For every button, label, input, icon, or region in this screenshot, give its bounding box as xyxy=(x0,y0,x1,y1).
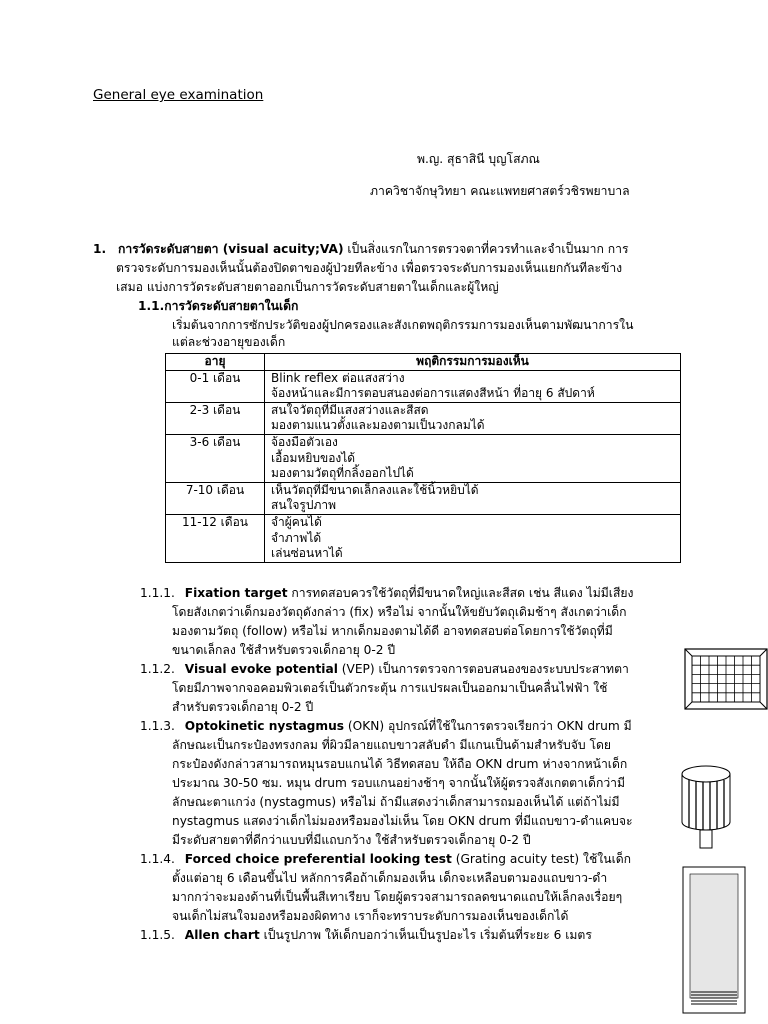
item-number: 1.1.3. xyxy=(140,719,175,733)
item-number: 1.1.2. xyxy=(140,662,175,676)
table-row xyxy=(166,514,681,562)
behavior-line: Blink reflex ต่อแสงสว่าง xyxy=(271,370,405,385)
item-1-1-1-line-4: ขนาดเล็กลง ใช้สำหรับตรวจเด็กอายุ 0-2 ปี xyxy=(172,643,396,657)
behavior-line: จ้องหน้าและมีการตอบสนองต่อการแสดงสีหน้า ที่อายุ 6 สัปดาห์ xyxy=(271,386,595,401)
item-text: การทดสอบควรใช้วัตถุที่มีขนาดใหญ่และสีสด เช่น สีแดง ไม่มีเสียง xyxy=(287,586,634,600)
section-1-number: 1. xyxy=(93,242,107,256)
item-1-1-4-line-3: มากกว่าจะมองด้านที่เป็นพื้นสีเทาเรียบ โดยผู้ตรวจสามารถลดขนาดแถบให้เล็กลงเรื่อยๆ xyxy=(172,890,623,904)
item-1-1-3-line-6: nystagmus แสดงว่าเด็กไม่มองหรือมองไม่เห็น โดย OKN drum ที่มีแถบขาว-ดำแคบจะ xyxy=(172,814,633,828)
table-cell-behavior xyxy=(265,514,681,562)
subsection-1-1-intro-2: แต่ละช่วงอายุของเด็ก xyxy=(172,335,286,349)
item-1-1-3-line-4: ประมาณ 30-50 ซม. หมุน drum รอบแกนอย่างช้าๆ จากนั้นให้ผู้ตรวจสังเกตตาเด็กว่ามี xyxy=(172,776,626,790)
okn-drum-icon xyxy=(676,760,736,850)
table-header-behavior: พฤติกรรมการมองเห็น xyxy=(265,354,681,371)
subsection-1-1-intro-1: เริ่มต้นจากการซักประวัติของผู้ปกครองและสังเกตพฤติกรรมการมองเห็นตามพัฒนาการใน xyxy=(172,318,634,332)
item-number: 1.1.4. xyxy=(140,852,175,866)
table-cell-age: 2-3 เดือน xyxy=(166,402,265,434)
section-1-text: เป็นสิ่งแรกในการตรวจตาที่ควรทำและจำเป็นมาก การ xyxy=(343,242,629,256)
item-1-1-3-line-2: ลักษณะเป็นกระป๋องทรงกลม ที่ผิวมีลายแถบขาวสลับดำ มีแกนเป็นด้ามสำหรับจับ โดย xyxy=(172,738,612,752)
item-1-1-4-line-1 xyxy=(140,850,631,869)
table-cell-age: 3-6 เดือน xyxy=(166,434,265,482)
item-1-1-3-line-1 xyxy=(140,717,632,736)
table-cell-behavior xyxy=(265,434,681,482)
table-row xyxy=(166,482,681,514)
table-cell-age: 0-1 เดือน xyxy=(166,370,265,402)
item-1-1-2-line-2: โดยมีภาพจากจอคอมพิวเตอร์เป็นตัวกระตุ้น การแปรผลเป็นออกมาเป็นคลื่นไฟฟ้า ใช้ xyxy=(172,681,608,695)
behavior-line: เอื้อมหยิบของได้ xyxy=(271,450,356,465)
table-row xyxy=(166,370,681,402)
item-term: Visual evoke potential xyxy=(184,662,338,676)
item-1-1-2-line-3: สำหรับตรวจเด็กอายุ 0-2 ปี xyxy=(172,700,314,714)
behavior-line: สนใจรูปภาพ xyxy=(271,498,337,513)
behavior-line: มองตามแนวตั้งและมองตามเป็นวงกลมได้ xyxy=(271,418,485,433)
item-term: Allen chart xyxy=(184,928,260,942)
item-1-1-3-line-3: กระป๋องดังกล่าวสามารถหมุนรอบแกนได้ วิธีทดสอบ ให้ถือ OKN drum ห่างจากหน้าเด็ก xyxy=(172,757,628,771)
item-term: Optokinetic nystagmus xyxy=(184,719,345,733)
behavior-line: เห็นวัตถุที่มีขนาดเล็กลงและใช้นิ้วหยิบได้ xyxy=(271,482,479,497)
table-cell-age: 7-10 เดือน xyxy=(166,482,265,514)
vep-grid-screen-icon xyxy=(684,648,768,710)
item-1-1-2-line-1 xyxy=(140,660,629,679)
behavior-line: เล่นซ่อนหาได้ xyxy=(271,546,343,561)
preferential-looking-card-icon xyxy=(682,866,746,1014)
item-text: (Grating acuity test) ใช้ในเด็ก xyxy=(451,852,632,866)
table-header-age: อายุ xyxy=(166,354,265,371)
table-cell-behavior xyxy=(265,402,681,434)
item-number: 1.1.1. xyxy=(140,586,175,600)
table-header-row xyxy=(166,354,681,371)
visual-behavior-table xyxy=(165,353,681,563)
item-1-1-1-line-1 xyxy=(140,584,633,603)
behavior-line: สนใจวัตถุที่มีแสงสว่างและสีสด xyxy=(271,402,429,417)
item-1-1-1-line-2: โดยสังเกตว่าเด็กมองวัตถุดังกล่าว (fix) หรือไม่ จากนั้นให้ขยับวัตถุเดิมช้าๆ สังเกตว่าเด็ก xyxy=(172,605,627,619)
table-cell-behavior xyxy=(265,482,681,514)
item-1-1-4-line-4: จนเด็กไม่สนใจมองหรือมองผิดทาง เราก็จะทราบระดับการมองเห็นของเด็กได้ xyxy=(172,909,569,923)
section-1-line-3: เสมอ แบ่งการวัดระดับสายตาออกเป็นการวัดระดับสายตาในเด็กและผู้ใหญ่ xyxy=(116,280,499,294)
section-1-line-2: ตรวจระดับการมองเห็นนั้นต้องปิดตาของผู้ป่วยทีละข้าง เพื่อตรวจระดับการมองเห็นแยกกันทีละข้าง xyxy=(116,261,623,275)
item-term: Forced choice preferential looking test xyxy=(184,852,452,866)
behavior-line: จำภาพได้ xyxy=(271,530,322,545)
author-name: พ.ญ. สุธาสินี บุญโสภณ xyxy=(417,152,540,166)
subsection-1-1-title: การวัดระดับสายตาในเด็ก xyxy=(164,299,299,313)
table-cell-behavior xyxy=(265,370,681,402)
item-1-1-1-line-3: มองตามวัตถุ (follow) หรือไม่ หากเด็กมองตามได้ดี อาจทดสอบต่อโดยการใช้วัตถุที่มี xyxy=(172,624,613,638)
item-1-1-5-line-1 xyxy=(140,926,592,945)
item-text: เป็นรูปภาพ ให้เด็กบอกว่าเห็นเป็นรูปอะไร เริ่มต้นที่ระยะ 6 เมตร xyxy=(259,928,592,942)
item-1-1-4-line-2: ตั้งแต่อายุ 6 เดือนขึ้นไป หลักการคือถ้าเด็กมองเห็น เด็กจะเหลือบตามองแถบขาว-ดำ xyxy=(172,871,608,885)
table-cell-age: 11-12 เดือน xyxy=(166,514,265,562)
item-text: (OKN) อุปกรณ์ที่ใช้ในการตรวจเรียกว่า OKN drum มี xyxy=(344,719,632,733)
item-number: 1.1.5. xyxy=(140,928,175,942)
section-1-heading: การวัดระดับสายตา (visual acuity;VA) xyxy=(118,242,344,256)
behavior-line: มองตามวัตถุที่กลิ้งออกไปได้ xyxy=(271,466,414,481)
subsection-1-1-heading xyxy=(138,297,298,316)
item-term: Fixation target xyxy=(184,586,288,600)
item-1-1-3-line-5: ลักษณะตาแกว่ง (nystagmus) หรือไม่ ถ้ามีแสดงว่าเด็กสามารถมองเห็นได้ แต่ถ้าไม่มี xyxy=(172,795,620,809)
table-row xyxy=(166,434,681,482)
item-1-1-3-line-7: มีระดับสายตาที่ดีกว่าแบบที่มีแถบกว้าง ใช้สำหรับตรวจเด็กอายุ 0-2 ปี xyxy=(172,833,531,847)
behavior-line: จ้องมือตัวเอง xyxy=(271,434,338,449)
document-title: General eye examination xyxy=(93,87,264,103)
behavior-line: จำผู้คนได้ xyxy=(271,514,322,529)
department-name: ภาควิชาจักษุวิทยา คณะแพทยศาสตร์วชิรพยาบาล xyxy=(370,184,630,198)
item-text: (VEP) เป็นการตรวจการตอบสนองของระบบประสาทตา xyxy=(337,662,629,676)
subsection-1-1-number: 1.1. xyxy=(138,299,165,313)
section-1-line-1 xyxy=(93,240,629,259)
table-row xyxy=(166,402,681,434)
